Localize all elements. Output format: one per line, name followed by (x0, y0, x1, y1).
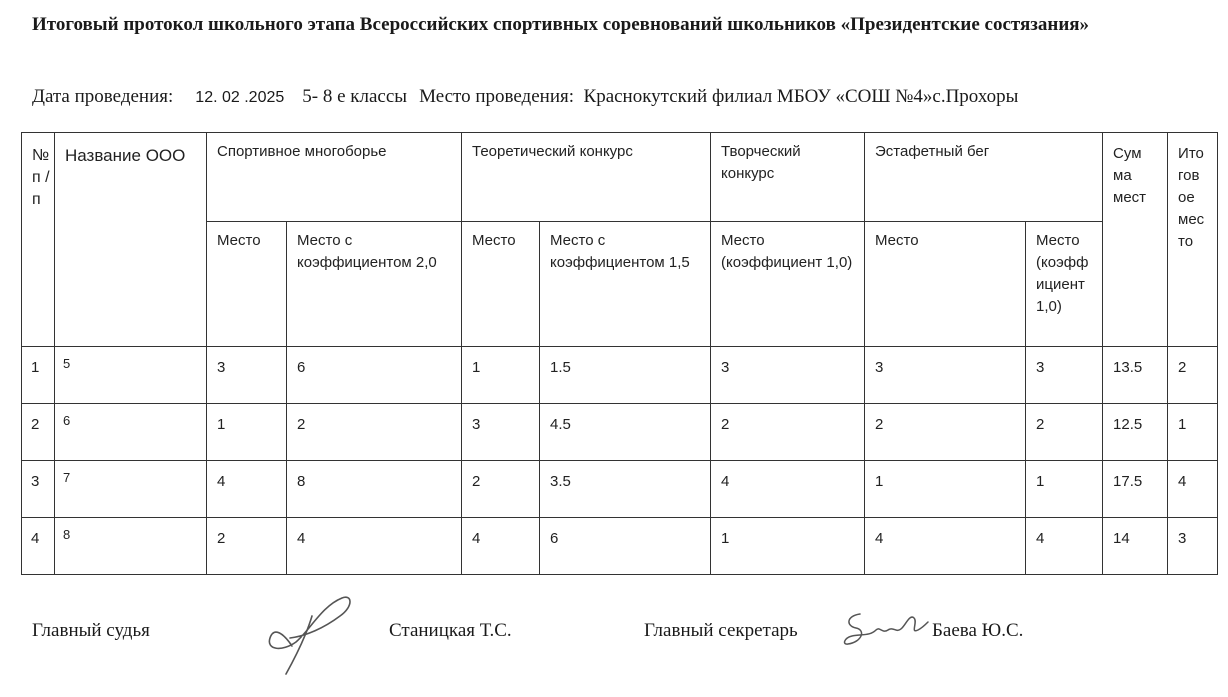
header-sum: Сум ма мест (1103, 133, 1168, 347)
cell-theory-coef: 6 (540, 518, 711, 575)
cell-relay-coef: 1 (1026, 461, 1103, 518)
cell-creative: 2 (711, 404, 865, 461)
cell-relay-place: 1 (865, 461, 1026, 518)
header-sport-group: Спортивное многоборье (207, 133, 462, 222)
cell-relay-place: 4 (865, 518, 1026, 575)
secretary-signature-icon (840, 608, 930, 652)
subheader-creative-coef: Место (коэффициент 1,0) (711, 222, 865, 347)
secretary-label: Главный секретарь (644, 620, 798, 641)
cell-sport-place: 2 (207, 518, 287, 575)
judge-signature-icon (262, 586, 358, 678)
subheader-sport-place: Место (207, 222, 287, 347)
cell-sport-place: 3 (207, 347, 287, 404)
cell-name: 6 (55, 404, 207, 461)
cell-theory-coef: 3.5 (540, 461, 711, 518)
header-num: № п / п (22, 133, 55, 347)
subheader-theory-place: Место (462, 222, 540, 347)
cell-sport-coef: 4 (287, 518, 462, 575)
cell-relay-place: 2 (865, 404, 1026, 461)
judge-label: Главный судья (32, 620, 150, 641)
venue-label: Место проведения: (419, 86, 575, 107)
secretary-name: Баева Ю.С. (932, 620, 1024, 641)
cell-name: 8 (55, 518, 207, 575)
cell-final: 1 (1168, 404, 1218, 461)
cell-relay-coef: 2 (1026, 404, 1103, 461)
cell-theory-coef: 1.5 (540, 347, 711, 404)
cell-sport-coef: 2 (287, 404, 462, 461)
cell-theory-coef: 4.5 (540, 404, 711, 461)
cell-name: 5 (55, 347, 207, 404)
header-creative-group: Творческий конкурс (711, 133, 865, 222)
cell-sport-place: 4 (207, 461, 287, 518)
cell-creative: 3 (711, 347, 865, 404)
date-label: Дата проведения: (32, 86, 174, 107)
cell-sport-coef: 8 (287, 461, 462, 518)
subheader-theory-coef: Место с коэффициентом 1,5 (540, 222, 711, 347)
signatures-block (0, 580, 1228, 690)
table-row (22, 347, 1218, 404)
cell-sum: 12.5 (1103, 404, 1168, 461)
cell-sport-coef: 6 (287, 347, 462, 404)
cell-relay-place: 3 (865, 347, 1026, 404)
cell-final: 2 (1168, 347, 1218, 404)
cell-theory-place: 1 (462, 347, 540, 404)
results-table (21, 132, 1218, 575)
cell-num: 3 (22, 461, 55, 518)
cell-theory-place: 4 (462, 518, 540, 575)
cell-name: 7 (55, 461, 207, 518)
table-row (22, 461, 1218, 518)
cell-relay-coef: 3 (1026, 347, 1103, 404)
header-final: Ито гов ое мес то (1168, 133, 1218, 347)
cell-num: 2 (22, 404, 55, 461)
date-value: 12. 02 .2025 (195, 89, 285, 106)
cell-sport-place: 1 (207, 404, 287, 461)
cell-creative: 4 (711, 461, 865, 518)
header-relay-group: Эстафетный бег (865, 133, 1103, 222)
document-title: Итоговый протокол школьного этапа Всероссийских спортивных соревнований школьников «Президентские состязания» (32, 14, 1090, 35)
subheader-relay-place: Место (865, 222, 1026, 347)
header-theory-group: Теоретический конкурс (462, 133, 711, 222)
protocol-meta (32, 86, 1212, 108)
subheader-sport-coef: Место с коэффициентом 2,0 (287, 222, 462, 347)
cell-sum: 14 (1103, 518, 1168, 575)
classes-value: 5- 8 е классы (302, 86, 408, 107)
judge-name: Станицкая Т.С. (389, 620, 512, 641)
header-name: Название ООО (55, 133, 207, 347)
cell-sum: 13.5 (1103, 347, 1168, 404)
venue-value: Краснокутский филиал МБОУ «СОШ №4»с.Прохоры (583, 86, 1019, 107)
cell-creative: 1 (711, 518, 865, 575)
cell-final: 3 (1168, 518, 1218, 575)
table-row (22, 404, 1218, 461)
cell-sum: 17.5 (1103, 461, 1168, 518)
cell-theory-place: 3 (462, 404, 540, 461)
cell-num: 4 (22, 518, 55, 575)
cell-num: 1 (22, 347, 55, 404)
cell-theory-place: 2 (462, 461, 540, 518)
subheader-relay-coef: Место (коэфф ициент 1,0) (1026, 222, 1103, 347)
cell-final: 4 (1168, 461, 1218, 518)
table-row (22, 518, 1218, 575)
table-header-row (22, 133, 1218, 222)
cell-relay-coef: 4 (1026, 518, 1103, 575)
